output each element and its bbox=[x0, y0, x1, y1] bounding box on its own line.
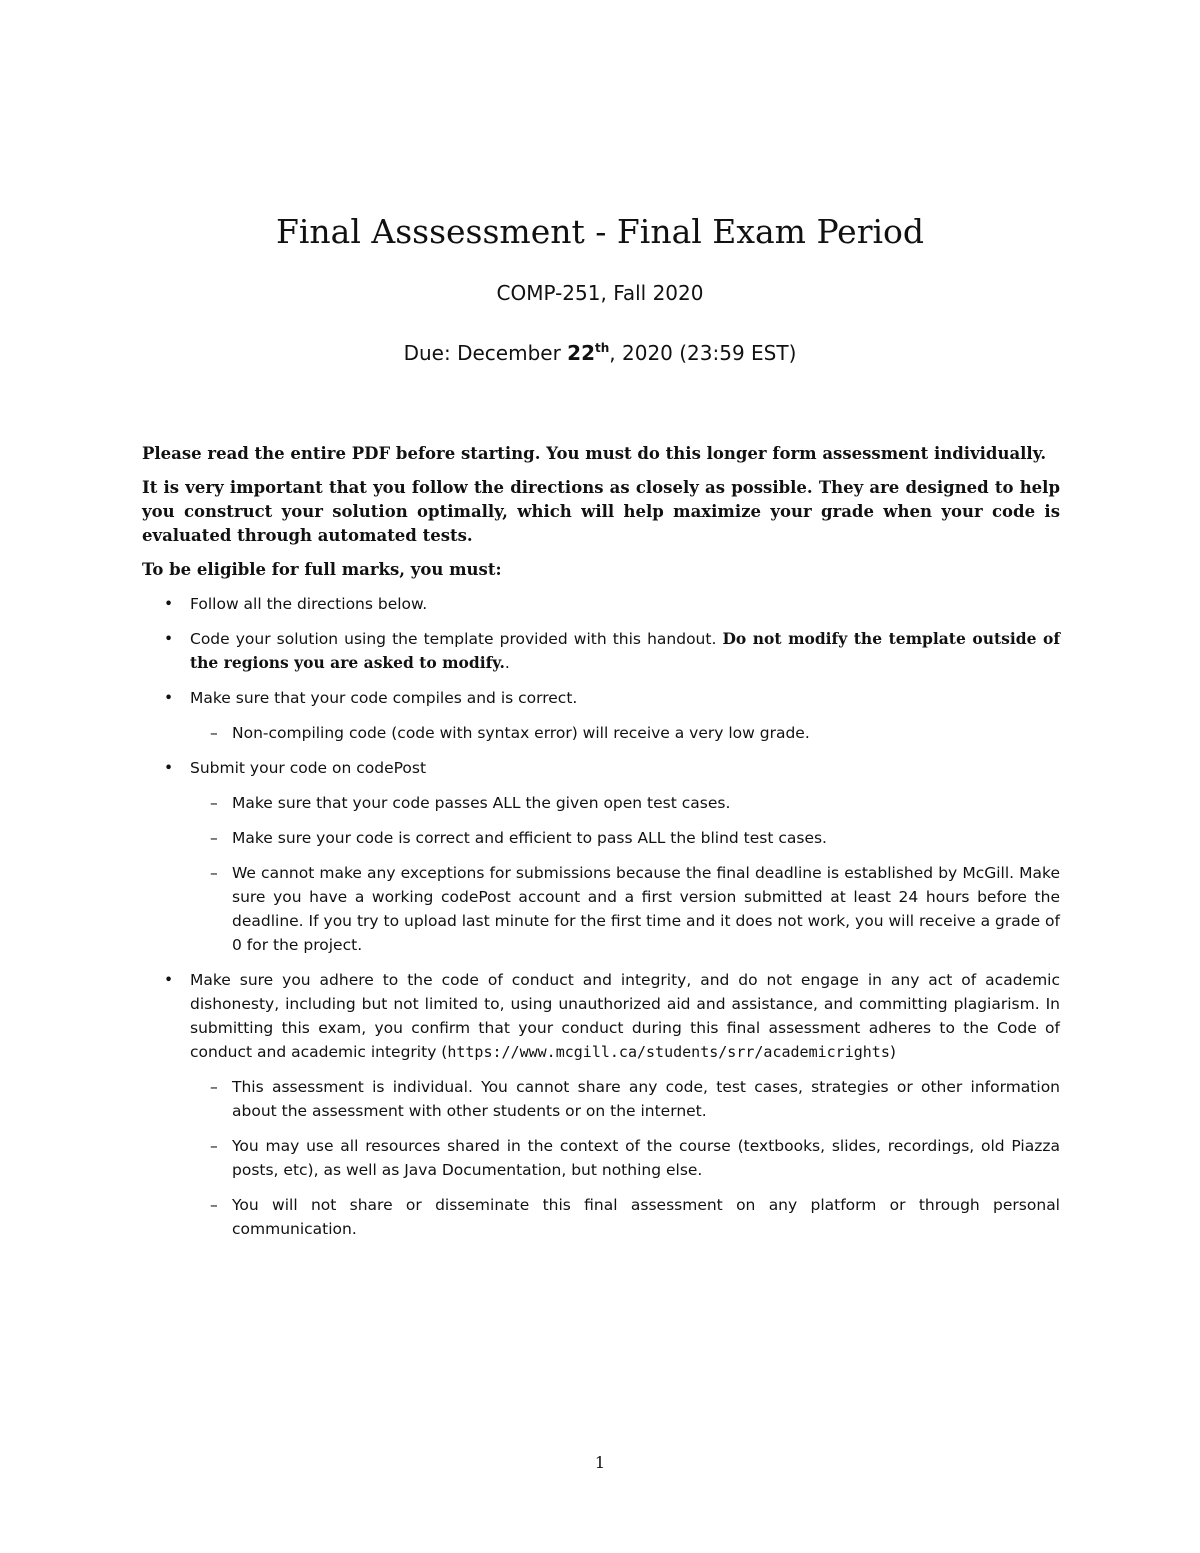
sub-list-item: – Make sure that your code passes ALL the given open test cases. bbox=[190, 791, 1060, 815]
sub-list-item: – Make sure your code is correct and efficient to pass ALL the blind test cases. bbox=[190, 826, 1060, 850]
sub-list bbox=[190, 721, 1060, 745]
sub-list-item: – Non-compiling code (code with syntax error) will receive a very low grade. bbox=[190, 721, 1060, 745]
intro-paragraph-1: Please read the entire PDF before starting. You must do this longer form assessment individually. bbox=[142, 444, 1047, 463]
list-item: • Make sure that your code compiles and is correct. – Non-compiling code (code with syntax error) will receive a very low grade. bbox=[142, 686, 1060, 745]
dash-icon: – bbox=[210, 1196, 218, 1214]
sub-list-item: – We cannot make any exceptions for submissions because the final deadline is established by McGill. Make sure you have a working codePost account and a first version submitted at least 24 hours before the deadline. If you try to upload last minute for the first time and it does not work, you will receive a grade of 0 for the project. bbox=[190, 861, 1060, 957]
bullet-icon: • bbox=[164, 689, 174, 707]
requirements-lead: To be eligible for full marks, you must: bbox=[142, 560, 502, 579]
dash-icon: – bbox=[210, 1078, 218, 1096]
document-title: Final Asssessment - Final Exam Period bbox=[275, 212, 925, 251]
requirements-list bbox=[142, 592, 1060, 1241]
bullet-icon: • bbox=[164, 759, 174, 777]
sub-list-item: – This assessment is individual. You cannot share any code, test cases, strategies or other information about the assessment with other students or on the internet. bbox=[190, 1075, 1060, 1123]
academic-rights-link[interactable]: https://www.mcgill.ca/students/srr/academicrights bbox=[447, 1043, 890, 1061]
due-date: Due: December 22th, 2020 (23:59 EST) bbox=[403, 341, 797, 365]
sub-list-item: – You may use all resources shared in the context of the course (textbooks, slides, recordings, old Piazza posts, etc), as well as Java Documentation, but nothing else. bbox=[190, 1134, 1060, 1182]
dash-icon: – bbox=[210, 864, 218, 882]
dash-icon: – bbox=[210, 794, 218, 812]
sub-list-item: – You will not share or disseminate this final assessment on any platform or through personal communication. bbox=[190, 1193, 1060, 1241]
list-item: • Follow all the directions below. bbox=[142, 592, 1060, 616]
list-item: • Code your solution using the template provided with this handout. Do not modify the template outside of the regions you are asked to modify.. bbox=[164, 629, 1060, 672]
bullet-icon: • bbox=[164, 630, 174, 648]
list-item: • Submit your code on codePost – Make sure that your code passes ALL the given open test cases. – Make sure your code is correct and efficient to pass ALL the blind test cases. – We cannot make any exceptions for submissions because the final deadline is established by McGill. Make sure you have a working codePost account and a first version submitted at least 24 hours before the deadline. If you try to upload last minute for the first time and it does not work, you will receive a grade of 0 for the project. bbox=[142, 756, 1060, 957]
sub-list bbox=[190, 791, 1060, 957]
intro-paragraph-2: It is very important that you follow the directions as closely as possible. They are designed to help you construct your solution optimally, which will help maximize your grade when your code is evaluated through automated tests. bbox=[142, 478, 1060, 545]
list-item: • Make sure you adhere to the code of conduct and integrity, and do not engage in any act of academic dishonesty, including but not limited to, using unauthorized aid and assistance, and committing plagiarism. In submitting this exam, you confirm that your conduct during this final assessment adheres to the Code of conduct and academic integrity (https://www.mcgill.ca/students/srr/academicrights) – This assessment is individual. You cannot share any code, test cases, strategies or other information about the assessment with other students or on the internet. – You may use all resources shared in the context of the course (textbooks, slides, recordings, old Piazza posts, etc), as well as Java Documentation, but nothing else. – You will not share or disseminate this final assessment on any platform or through personal communication. bbox=[142, 968, 1060, 1241]
bullet-icon: • bbox=[164, 595, 174, 613]
page-number: 1 bbox=[594, 1453, 606, 1472]
sub-list bbox=[190, 1075, 1060, 1241]
dash-icon: – bbox=[210, 1137, 218, 1155]
dash-icon: – bbox=[210, 724, 218, 742]
document-body bbox=[142, 442, 1060, 1252]
bullet-icon: • bbox=[164, 971, 174, 989]
dash-icon: – bbox=[210, 829, 218, 847]
course-subtitle: COMP-251, Fall 2020 bbox=[496, 281, 704, 305]
